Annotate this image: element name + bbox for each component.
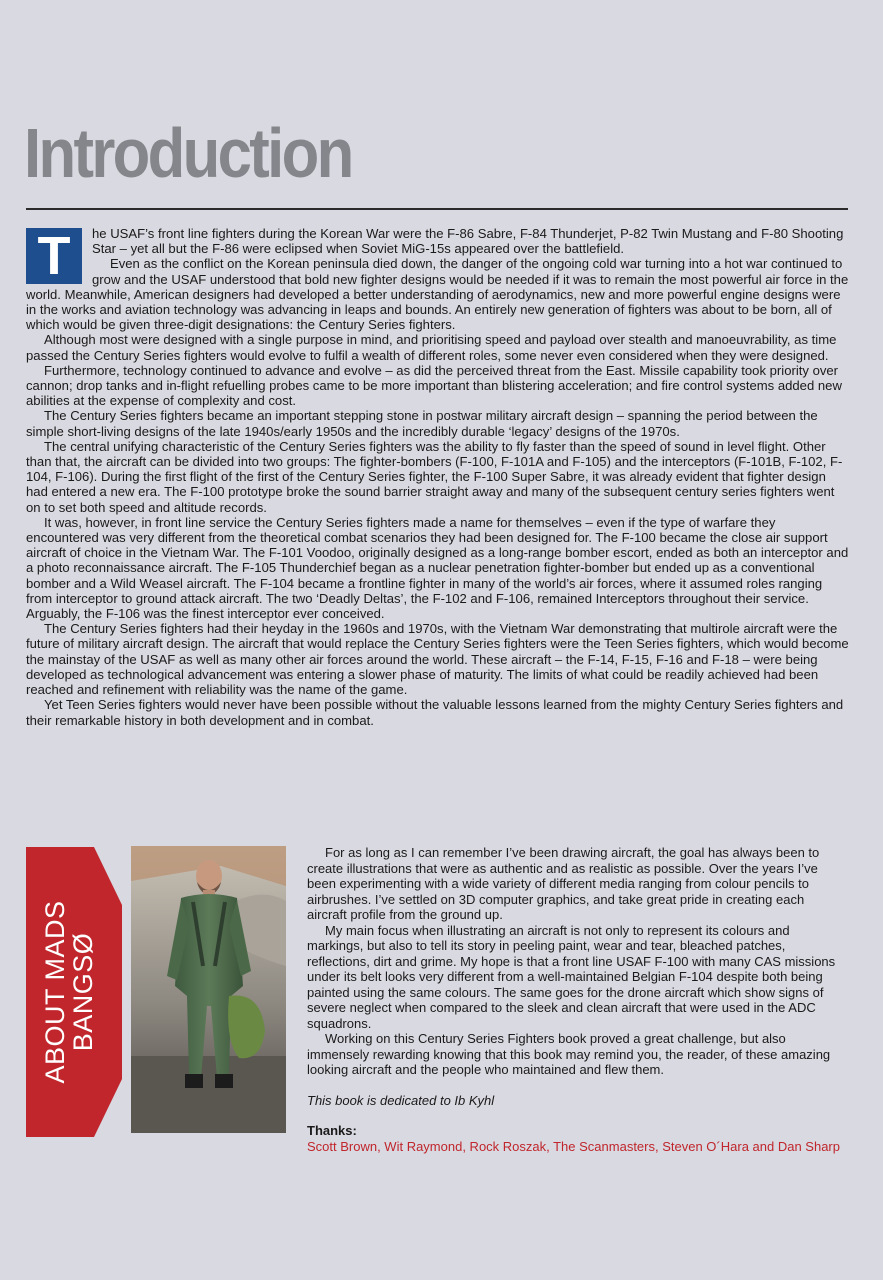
about-paragraph: For as long as I can remember I’ve been drawing aircraft, the goal has always been to create illustrations that were as authentic and as realistic as possible. Over the years I’ve been experimenting with a wide variety of different media ranging from colour pencils to airbrushes. I’ve settled on 3D computer graphics, and take great pride in creating each aircraft profile from the ground up. [307,845,820,922]
intro-paragraph: It was, however, in front line service the Century Series fighters made a name for themselves – even if the type of warfare they encountered was very different from the theoretical combat scenarios they had been designed for. The F-100 became the close air support aircraft of choice in the Vietnam War. The F-101 Voodoo, originally designed as a long-range bomber escort, ended as both an interceptor and a photo reconnaissance aircraft. The F-105 Thunderchief began as a nuclear penetration fighter-bomber but ended up as a conventional bomber and a Wild Weasel aircraft. The F-104 became a frontline fighter in many of the world’s air forces, where it assumed roles ranging from interceptor to ground attack aircraft. The two ‘Deadly Deltas’, the F-102 and F-106, remained Interceptors throughout their service. Arguably, the F-106 was the finest interceptor ever conceived. [26,514,849,622]
about-author-tab [26,847,122,1137]
intro-paragraph: Furthermore, technology continued to advance and evolve – as did the perceived threat from the East. Missile capability took priority over cannon; drop tanks and in-flight refuelling probes came to be more important than blistering acceleration; and fire control systems added new abilities at the expense of complexity and cost. [26,362,842,409]
introduction-body [26,226,850,728]
intro-paragraph: The central unifying characteristic of the Century Series fighters was the ability to fly faster than the speed of sound in level flight. Other than that, the aircraft can be divided into two groups: The fighter-bombers (F-100, F-101A and F-105) and the interceptors (F-101B, F-102, F-104, F-106). During the first flight of the first of the Century Series fighter, the F-100 Super Sabre, it was already evident that fighter design had entered a new era. The F-100 prototype broke the sound barrier straight away and many of the subsequent century series fighters went on to set both speed and altitude records. [26,438,843,515]
intro-paragraph: T he USAF’s front line fighters during the Korean War were the F-86 Sabre, F-84 Thunderjet, P-82 Twin Mustang and F-80 Shooting Star – yet all but the F-86 were eclipsed when Soviet MiG-15s appeared over the battlefield. [26,226,850,256]
thanks-heading: Thanks: [307,1123,357,1138]
intro-paragraph: Yet Teen Series fighters would never have been possible without the valuable lessons learned from the mighty Century Series fighters and their remarkable history in both development and in combat. [26,697,844,728]
thanks-names: Scott Brown, Wit Raymond, Rock Roszak, The Scanmasters, Steven O´Hara and Dan Sharp [307,1138,840,1154]
page-title: Introduction [24,114,352,192]
about-author-heading: ABOUT MADS BANGSØ [40,900,98,1084]
about-paragraph: My main focus when illustrating an aircraft is not only to represent its colours and markings, but also to tell its story in peeling paint, wear and tear, bleached patches, reflections, dirt and grime. My hope is that a front line USAF F-100 with many CAS missions under its belt looks very different from a well-maintained Belgian F-104 despite both being painted using the same colours. The same goes for the drone aircraft which show signs of severe neglect when compared to the sleek and clean aircraft that were used in the ADC squadrons. [307,922,836,1031]
dedication: This book is dedicated to Ib Kyhl [307,1092,495,1108]
intro-paragraph: Even as the conflict on the Korean peninsula died down, the danger of the ongoing cold war turning into a hot war continued to grow and the USAF understood that bold new fighter designs would be needed if it was to remain the most powerful air force in the world. Meanwhile, American designers had developed a better understanding of aerodynamics, new and more powerful engine designs were in the works and aviation technology was advancing in leaps and bounds. An entirely new generation of fighters was about to be born, all of which would be given three-digit designations: the Century Series fighters. [26,256,849,333]
about-author-body [307,845,847,1154]
author-photo [131,846,286,1133]
intro-paragraph: The Century Series fighters had their heyday in the 1960s and 1970s, with the Vietnam War demonstrating that multirole aircraft were the future of military aircraft design. The aircraft that would replace the Century Series fighters were the Teen Series fighters, which would become the mainstay of the USAF as well as many other air forces around the world. These aircraft – the F-14, F-15, F-16 and F-18 – were being developed as technological advancement was entering a slower phase of maturity. The limits of what could be readily achieved had been reached and refinement with reliability was the name of the game. [26,621,849,698]
title-divider [26,208,848,210]
intro-paragraph: The Century Series fighters became an important stepping stone in postwar military aircraft design – spanning the period between the simple short-living designs of the late 1940s/early 1950s and the incredibly durable ‘legacy’ designs of the 1970s. [26,408,818,439]
intro-paragraph: Although most were designed with a single purpose in mind, and prioritising speed and payload over stealth and manoeuvrability, as time passed the Century Series fighters would evolve to fulfil a wealth of different roles, some never even considered when they were designed. [26,332,837,363]
about-paragraph: Working on this Century Series Fighters book proved a great challenge, but also immensely rewarding knowing that this book may remind you, the reader, of these amazing looking aircraft and the people who maintained and flew them. [307,1031,831,1077]
drop-cap: T [26,228,82,284]
